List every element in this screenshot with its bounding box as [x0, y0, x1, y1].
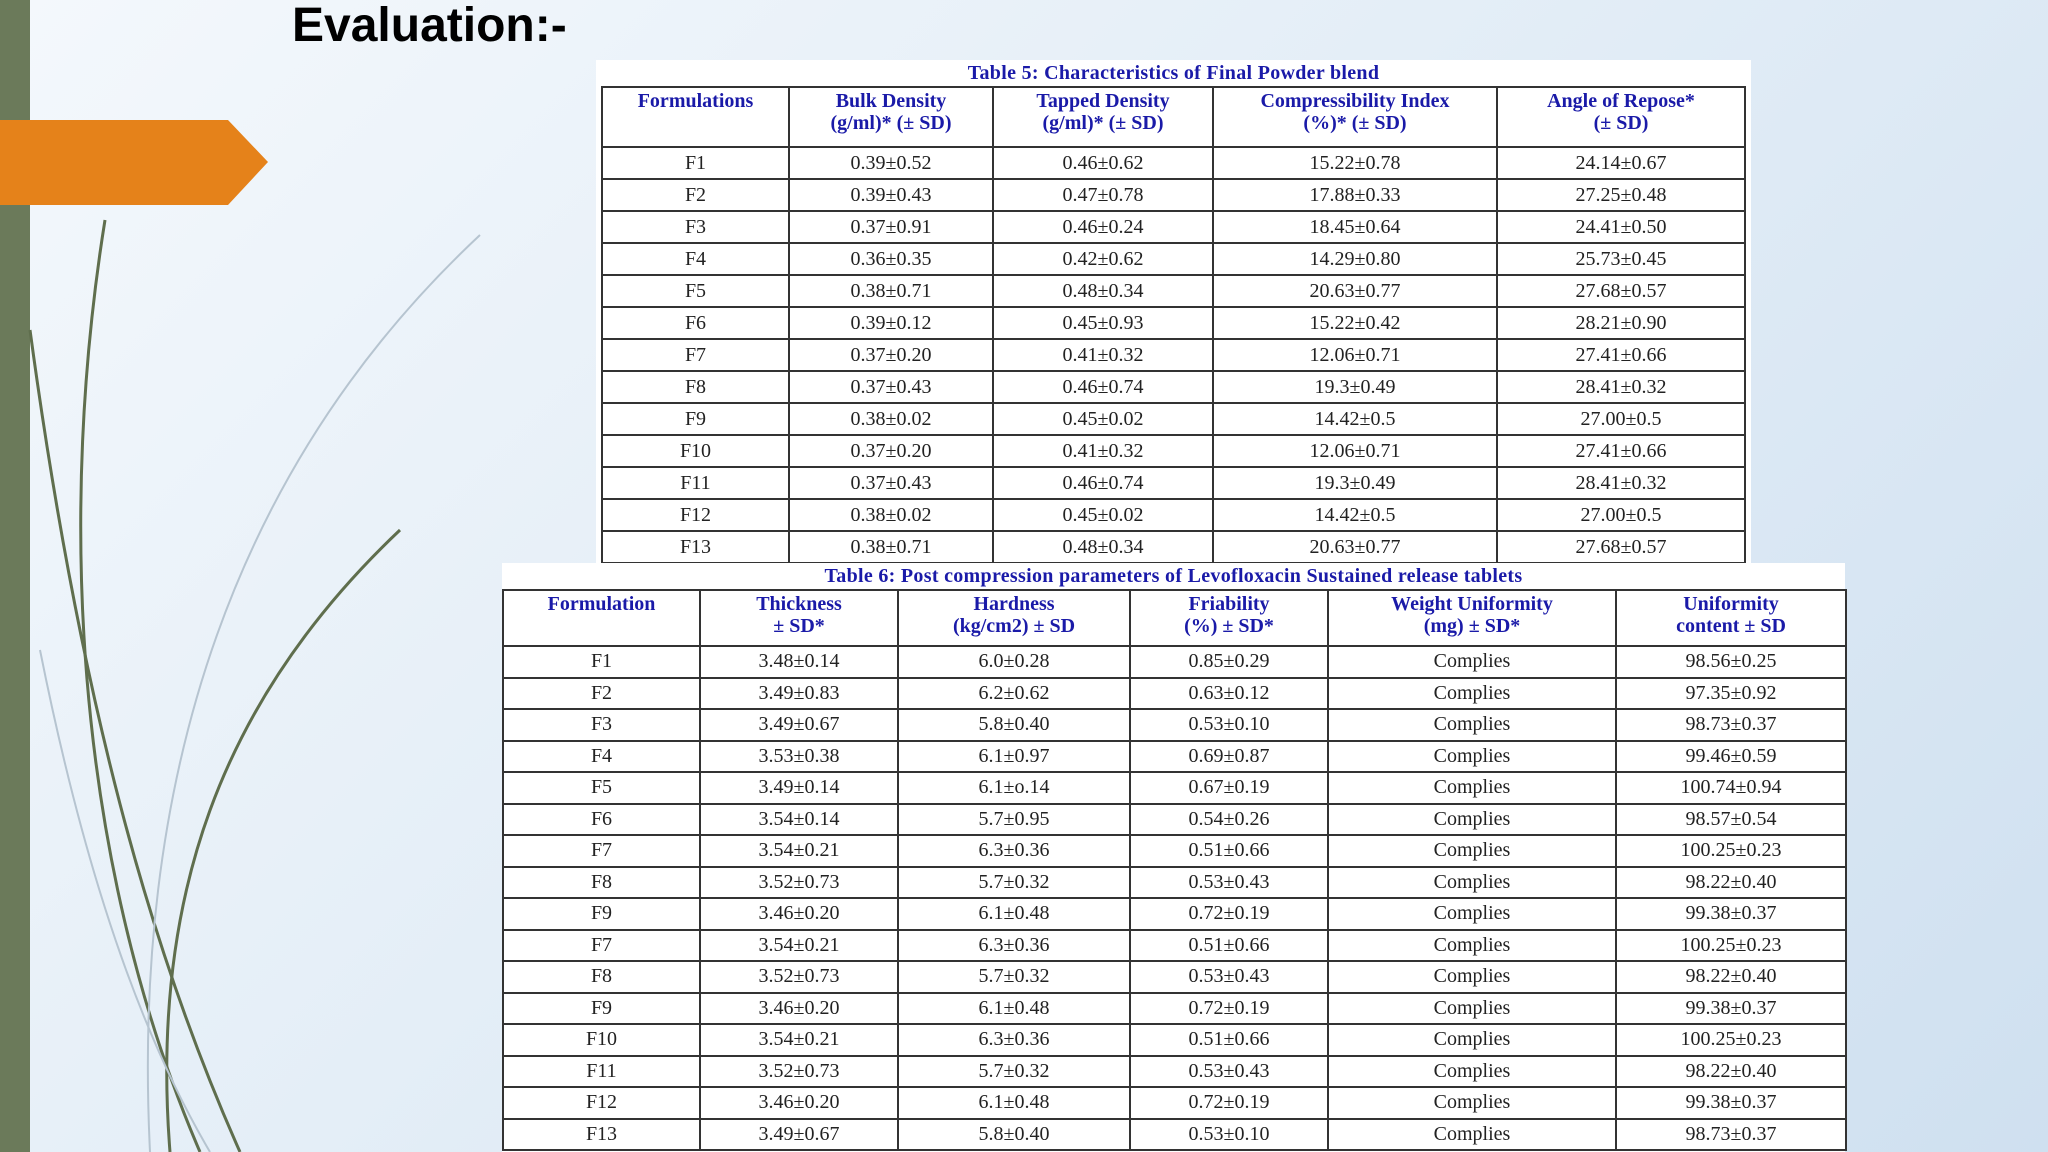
table6-cell: 98.73±0.37: [1616, 709, 1846, 741]
table5-cell: 27.00±0.5: [1497, 499, 1745, 531]
table6-cell: F5: [503, 772, 700, 804]
table6-cell: Complies: [1328, 867, 1616, 899]
table6-row: [503, 961, 1846, 993]
table6-row: [503, 1056, 1846, 1088]
table6-cell: 3.54±0.21: [700, 930, 898, 962]
table6-cell: 3.52±0.73: [700, 961, 898, 993]
table6-cell: 6.1±0.48: [898, 1087, 1130, 1119]
table6-cell: Complies: [1328, 772, 1616, 804]
table5-header-cell: [993, 87, 1213, 147]
table5-row: [602, 467, 1745, 499]
table6-header-cell: [1328, 590, 1616, 646]
table6-header-cell: [1616, 590, 1846, 646]
table5-cell: 28.21±0.90: [1497, 307, 1745, 339]
table6-cell: 0.72±0.19: [1130, 993, 1328, 1025]
table6-cell: Complies: [1328, 1087, 1616, 1119]
table6-cell: 6.2±0.62: [898, 678, 1130, 710]
table6-cell: 6.3±0.36: [898, 835, 1130, 867]
table5-cell: F6: [602, 307, 789, 339]
table6-cell: 0.67±0.19: [1130, 772, 1328, 804]
table5-row: [602, 179, 1745, 211]
table6-header-line: Friability: [1188, 593, 1270, 615]
table5-header-cell: [1497, 87, 1745, 147]
table6-cell: F13: [503, 1119, 700, 1151]
table5-cell: F4: [602, 243, 789, 275]
table5-cell: 0.38±0.71: [789, 531, 993, 563]
table5-cell: F13: [602, 531, 789, 563]
table5-cell: F2: [602, 179, 789, 211]
table6-cell: 3.53±0.38: [700, 741, 898, 773]
table5-cell: 0.37±0.43: [789, 371, 993, 403]
table5-row: [602, 403, 1745, 435]
slide-title: Evaluation:-: [292, 0, 567, 52]
table6-header-line: Weight Uniformity: [1391, 593, 1553, 615]
table6-cell: 100.25±0.23: [1616, 930, 1846, 962]
table5-cell: 27.68±0.57: [1497, 275, 1745, 307]
table6-row: [503, 898, 1846, 930]
table6-cell: 98.22±0.40: [1616, 1056, 1846, 1088]
table5-cell: 0.39±0.43: [789, 179, 993, 211]
table6-header-line: (%) ± SD*: [1184, 615, 1274, 637]
table6-cell: 6.1±0.48: [898, 898, 1130, 930]
table5-cell: 0.46±0.74: [993, 371, 1213, 403]
table6-cell: F7: [503, 930, 700, 962]
table6-cell: 3.49±0.83: [700, 678, 898, 710]
table6-cell: 3.46±0.20: [700, 898, 898, 930]
table5-cell: 12.06±0.71: [1213, 435, 1497, 467]
table6-cell: Complies: [1328, 898, 1616, 930]
table5-cell: 0.41±0.32: [993, 435, 1213, 467]
table5-cell: 0.38±0.71: [789, 275, 993, 307]
table6-cell: 6.3±0.36: [898, 1024, 1130, 1056]
table6-cell: 0.54±0.26: [1130, 804, 1328, 836]
table5-row: [602, 275, 1745, 307]
table6: [502, 589, 1847, 1151]
table5-cell: 0.45±0.02: [993, 499, 1213, 531]
table5-cell: 0.46±0.24: [993, 211, 1213, 243]
table6-cell: F3: [503, 709, 700, 741]
table6-cell: F11: [503, 1056, 700, 1088]
table5-cell: 20.63±0.77: [1213, 531, 1497, 563]
table6-cell: F8: [503, 867, 700, 899]
table5-cell: 14.42±0.5: [1213, 403, 1497, 435]
table6-cell: 98.56±0.25: [1616, 646, 1846, 678]
table6-header-line: (kg/cm2) ± SD: [952, 615, 1076, 637]
table5-cell: F1: [602, 147, 789, 179]
table5-header-line: (g/ml)* (± SD): [1042, 112, 1164, 134]
table6-cell: 98.22±0.40: [1616, 867, 1846, 899]
table6-cell: 0.72±0.19: [1130, 898, 1328, 930]
table6-cell: 3.54±0.14: [700, 804, 898, 836]
table6-cell: 0.53±0.43: [1130, 961, 1328, 993]
table6-cell: 0.51±0.66: [1130, 1024, 1328, 1056]
table6-row: [503, 646, 1846, 678]
table5-cell: 17.88±0.33: [1213, 179, 1497, 211]
table5-cell: 27.00±0.5: [1497, 403, 1745, 435]
table5-cell: F9: [602, 403, 789, 435]
table5-cell: 19.3±0.49: [1213, 467, 1497, 499]
table6-cell: F7: [503, 835, 700, 867]
table5-cell: 25.73±0.45: [1497, 243, 1745, 275]
table6-cell: F6: [503, 804, 700, 836]
table5-cell: 0.45±0.02: [993, 403, 1213, 435]
table5-cell: 0.46±0.74: [993, 467, 1213, 499]
table5-cell: 0.38±0.02: [789, 499, 993, 531]
table5-cell: 0.45±0.93: [993, 307, 1213, 339]
table6-cell: 3.49±0.14: [700, 772, 898, 804]
table5-cell: 0.39±0.52: [789, 147, 993, 179]
table6-header-line: ± SD*: [773, 615, 825, 637]
table6-cell: 98.73±0.37: [1616, 1119, 1846, 1151]
table6-cell: 0.53±0.43: [1130, 867, 1328, 899]
table6-row: [503, 678, 1846, 710]
table6-cell: F12: [503, 1087, 700, 1119]
table6-cell: F9: [503, 898, 700, 930]
table6-cell: 100.74±0.94: [1616, 772, 1846, 804]
table5-caption: Table 5: Characteristics of Final Powder blend: [967, 62, 1380, 84]
table6-cell: 6.1±0.97: [898, 741, 1130, 773]
table5: [601, 86, 1746, 564]
table5-cell: F10: [602, 435, 789, 467]
table6-row: [503, 930, 1846, 962]
table5-cell: 27.25±0.48: [1497, 179, 1745, 211]
table6-cell: 5.7±0.95: [898, 804, 1130, 836]
table6-cell: Complies: [1328, 961, 1616, 993]
table5-cell: 0.48±0.34: [993, 275, 1213, 307]
table5-header-line: Tapped Density: [1036, 90, 1170, 112]
table6-cell: 3.46±0.20: [700, 993, 898, 1025]
table6-header-line: Formulation: [547, 593, 656, 615]
table6-cell: F2: [503, 678, 700, 710]
table6-cell: Complies: [1328, 1024, 1616, 1056]
table6-cell: 5.8±0.40: [898, 1119, 1130, 1151]
table5-row: [602, 147, 1745, 179]
table5-cell: F12: [602, 499, 789, 531]
table6-cell: 3.54±0.21: [700, 835, 898, 867]
table5-cell: 0.41±0.32: [993, 339, 1213, 371]
table5-cell: 15.22±0.78: [1213, 147, 1497, 179]
table5-row: [602, 371, 1745, 403]
table6-cell: 5.8±0.40: [898, 709, 1130, 741]
table6-cell: 3.48±0.14: [700, 646, 898, 678]
table6-cell: F4: [503, 741, 700, 773]
table5-cell: 0.48±0.34: [993, 531, 1213, 563]
table6-header-line: Uniformity: [1683, 593, 1779, 615]
table5-header-line: (± SD): [1593, 112, 1649, 134]
table5-header-cell: [1213, 87, 1497, 147]
table5-cell: 19.3±0.49: [1213, 371, 1497, 403]
table5-header-cell: [789, 87, 993, 147]
table5-cell: 27.68±0.57: [1497, 531, 1745, 563]
table6-cell: Complies: [1328, 993, 1616, 1025]
orange-arrow-shape: [0, 120, 270, 205]
table6-row: [503, 741, 1846, 773]
table6-cell: 6.3±0.36: [898, 930, 1130, 962]
table6-cell: Complies: [1328, 646, 1616, 678]
table5-cell: 24.14±0.67: [1497, 147, 1745, 179]
table5-container: [596, 60, 1751, 566]
table6-header-cell: [898, 590, 1130, 646]
table5-header-line: (g/ml)* (± SD): [830, 112, 952, 134]
table5-cell: 28.41±0.32: [1497, 371, 1745, 403]
table6-caption: Table 6: Post compression parameters of Levofloxacin Sustained release tablets: [824, 565, 1523, 587]
table6-cell: F10: [503, 1024, 700, 1056]
table6-row: [503, 835, 1846, 867]
table5-cell: 0.37±0.43: [789, 467, 993, 499]
table6-cell: 99.38±0.37: [1616, 898, 1846, 930]
table6-cell: 0.51±0.66: [1130, 835, 1328, 867]
table5-cell: 0.46±0.62: [993, 147, 1213, 179]
table6-cell: Complies: [1328, 1056, 1616, 1088]
table6-cell: 5.7±0.32: [898, 961, 1130, 993]
table5-cell: F8: [602, 371, 789, 403]
table6-header-line: (mg) ± SD*: [1423, 615, 1521, 637]
table6-cell: 6.0±0.28: [898, 646, 1130, 678]
table6-cell: 3.49±0.67: [700, 709, 898, 741]
table6-cell: 0.53±0.10: [1130, 709, 1328, 741]
table6-cell: Complies: [1328, 804, 1616, 836]
table6-row: [503, 1087, 1846, 1119]
table6-cell: F1: [503, 646, 700, 678]
table5-cell: 24.41±0.50: [1497, 211, 1745, 243]
table5-cell: 0.38±0.02: [789, 403, 993, 435]
table6-cell: 6.1±0.48: [898, 993, 1130, 1025]
table5-cell: 18.45±0.64: [1213, 211, 1497, 243]
table6-header-cell: [1130, 590, 1328, 646]
table5-cell: 14.42±0.5: [1213, 499, 1497, 531]
table6-cell: 3.54±0.21: [700, 1024, 898, 1056]
table5-row: [602, 499, 1745, 531]
table5-cell: 12.06±0.71: [1213, 339, 1497, 371]
table5-cell: 0.39±0.12: [789, 307, 993, 339]
table6-cell: Complies: [1328, 930, 1616, 962]
table5-row: [602, 243, 1745, 275]
table6-cell: F9: [503, 993, 700, 1025]
table5-cell: 0.42±0.62: [993, 243, 1213, 275]
table5-cell: 14.29±0.80: [1213, 243, 1497, 275]
table6-cell: 98.22±0.40: [1616, 961, 1846, 993]
table5-cell: 27.41±0.66: [1497, 435, 1745, 467]
table6-cell: 99.38±0.37: [1616, 993, 1846, 1025]
table6-cell: Complies: [1328, 1119, 1616, 1151]
table5-cell: 0.37±0.91: [789, 211, 993, 243]
table6-cell: 0.51±0.66: [1130, 930, 1328, 962]
table6-header-cell: [503, 590, 700, 646]
table5-header-line: Angle of Repose*: [1547, 90, 1695, 112]
table6-cell: 100.25±0.23: [1616, 835, 1846, 867]
table6-cell: 5.7±0.32: [898, 1056, 1130, 1088]
table5-cell: 0.37±0.20: [789, 435, 993, 467]
table6-cell: 5.7±0.32: [898, 867, 1130, 899]
table6-row: [503, 804, 1846, 836]
table5-header-line: Bulk Density: [835, 90, 947, 112]
table5-row: [602, 339, 1745, 371]
table6-cell: 6.1±o.14: [898, 772, 1130, 804]
table6-cell: 100.25±0.23: [1616, 1024, 1846, 1056]
table5-cell: F11: [602, 467, 789, 499]
table5-header-line: Formulations: [637, 90, 754, 112]
table5-cell: 0.36±0.35: [789, 243, 993, 275]
table5-row: [602, 307, 1745, 339]
table6-cell: F8: [503, 961, 700, 993]
table5-cell: 28.41±0.32: [1497, 467, 1745, 499]
table6-cell: 0.69±0.87: [1130, 741, 1328, 773]
table5-header-line: (%)* (± SD): [1303, 112, 1407, 134]
table5-row: [602, 531, 1745, 563]
table5-header-line: Compressibility Index: [1260, 90, 1450, 112]
table6-row: [503, 1024, 1846, 1056]
table5-cell: F5: [602, 275, 789, 307]
table6-header-line: content ± SD: [1676, 615, 1786, 637]
table6-cell: 0.85±0.29: [1130, 646, 1328, 678]
table5-cell: 0.47±0.78: [993, 179, 1213, 211]
table5-cell: 0.37±0.20: [789, 339, 993, 371]
table6-cell: 0.63±0.12: [1130, 678, 1328, 710]
table6-row: [503, 867, 1846, 899]
table5-cell: 27.41±0.66: [1497, 339, 1745, 371]
table6-header-line: Hardness: [973, 593, 1055, 615]
table6-cell: 3.52±0.73: [700, 867, 898, 899]
table6-cell: 99.46±0.59: [1616, 741, 1846, 773]
table6-cell: 3.46±0.20: [700, 1087, 898, 1119]
table6-cell: 3.52±0.73: [700, 1056, 898, 1088]
table6-cell: 99.38±0.37: [1616, 1087, 1846, 1119]
table5-cell: F3: [602, 211, 789, 243]
table5-header-cell: [602, 87, 789, 147]
table6-row: [503, 1119, 1846, 1151]
table6-cell: 0.53±0.43: [1130, 1056, 1328, 1088]
table5-row: [602, 435, 1745, 467]
table6-cell: 3.49±0.67: [700, 1119, 898, 1151]
table6-cell: Complies: [1328, 741, 1616, 773]
table6-row: [503, 709, 1846, 741]
table5-row: [602, 211, 1745, 243]
table6-container: [502, 563, 1845, 1152]
table6-cell: 0.53±0.10: [1130, 1119, 1328, 1151]
table6-cell: 97.35±0.92: [1616, 678, 1846, 710]
table6-row: [503, 772, 1846, 804]
table6-row: [503, 993, 1846, 1025]
table6-cell: Complies: [1328, 835, 1616, 867]
table6-cell: 98.57±0.54: [1616, 804, 1846, 836]
table5-cell: F7: [602, 339, 789, 371]
table6-cell: Complies: [1328, 709, 1616, 741]
table6-cell: 0.72±0.19: [1130, 1087, 1328, 1119]
table5-cell: 15.22±0.42: [1213, 307, 1497, 339]
table6-header-line: Thickness: [756, 593, 842, 615]
table5-cell: 20.63±0.77: [1213, 275, 1497, 307]
table6-cell: Complies: [1328, 678, 1616, 710]
table6-header-cell: [700, 590, 898, 646]
